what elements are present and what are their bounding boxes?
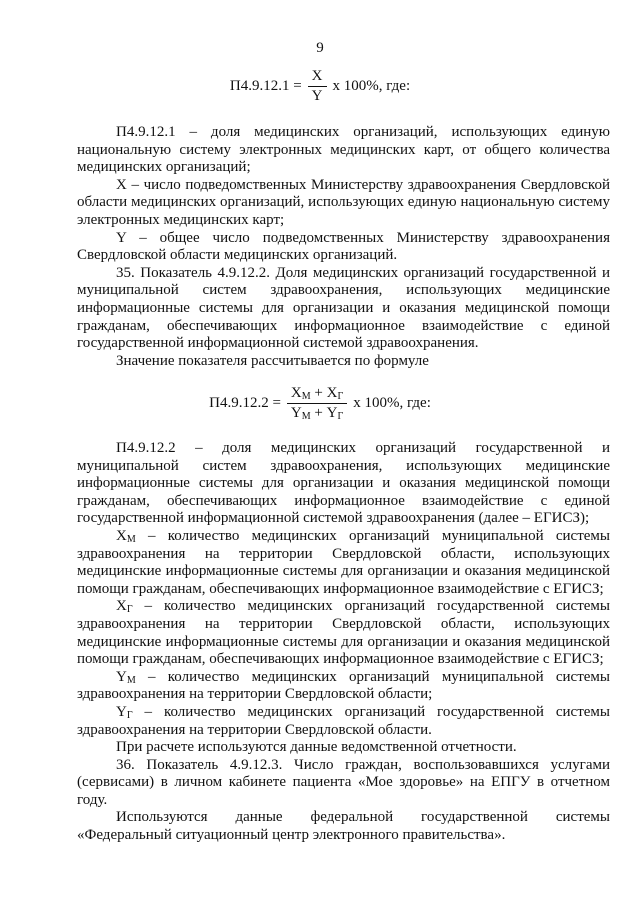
- paragraph: Значение показателя рассчитывается по формуле: [116, 352, 429, 369]
- paragraph: 35. Показатель 4.9.12.2. Доля медицинских организаций государственной и муниципальной систем здравоохранения, использующих медицинские информационные системы для организации и оказания медицинской помощи гражданам, обеспечивающих информационное взаимодействие с единой государственной информационной системой здравоохранения.: [77, 264, 610, 352]
- text-block-1: [77, 124, 610, 370]
- paragraph: Y – общее число подведомственных Министерству здравоохранения Свердловской области медицинских организаций.: [77, 229, 610, 264]
- paragraph: Используются данные федеральной государственной системы «Федеральный ситуационный центр электронного правительства».: [77, 809, 610, 844]
- formula-numerator: X: [308, 68, 327, 87]
- formula-denominator: Y: [311, 88, 323, 104]
- page-number: 9: [316, 40, 324, 56]
- formula-fraction: [287, 385, 347, 422]
- formula-4-9-12-2: [0, 385, 640, 422]
- formula-denominator: $Y_М + Y_Г$: [290, 405, 344, 422]
- formula-lhs: П4.9.12.1 =: [229, 78, 302, 94]
- formula-fraction: [308, 68, 327, 105]
- paragraph: П4.9.12.2 – доля медицинских организаций государственной и муниципальной систем здравоохранения, использующих медицинские информационные системы для организации и оказания медицинской помощи гражданам, обеспечивающих информационное взаимодействие с единой государственной информационной системой здравоохранения (далее – ЕГИСЗ);: [77, 440, 610, 527]
- paragraph-xm: $X_М$ – количество медицинских организаций муниципальной системы здравоохранения на территории Свердловской области, использующих медицинские информационные системы для организации и оказания медицинской помощи гражданам, обеспечивающих информационное взаимодействие с ЕГИСЗ;: [77, 527, 610, 597]
- paragraph-ym: $Y_М$ – количество медицинских организаций муниципальной системы здравоохранения на территории Свердловской области;: [77, 668, 610, 703]
- paragraph: П4.9.12.1 – доля медицинских организаций, использующих единую национальную систему электронных медицинских карт, от общего количества медицинских организаций;: [77, 124, 610, 176]
- formula-rhs: x 100%, где:: [332, 78, 411, 94]
- formula-numerator: $X_М + X_Г$: [287, 385, 347, 404]
- formula-4-9-12-1: [0, 68, 640, 105]
- paragraph: X – число подведомственных Министерству здравоохранения Свердловской области медицинских организаций, использующих единую национальную систему электронных медицинских карт;: [77, 176, 610, 228]
- formula-rhs: x 100%, где:: [353, 395, 431, 411]
- text-block-2: [77, 440, 610, 845]
- formula-lhs: П4.9.12.2 =: [209, 395, 281, 411]
- paragraph-yg: $Y_Г$ – количество медицинских организаций государственной системы здравоохранения на территории Свердловской области.: [77, 703, 610, 738]
- paragraph: 36. Показатель 4.9.12.3. Число граждан, воспользовавшихся услугами (сервисами) в личном кабинете пациента «Мое здоровье» на ЕПГУ в отчетном году.: [77, 756, 610, 808]
- paragraph: При расчете используются данные ведомственной отчетности.: [116, 739, 517, 756]
- paragraph-xg: $X_Г$ – количество медицинских организаций государственной системы здравоохранения на территории Свердловской области, использующих медицинские информационные системы для организации и оказания медицинской помощи гражданам, обеспечивающих информационное взаимодействие с ЕГИСЗ;: [77, 598, 610, 668]
